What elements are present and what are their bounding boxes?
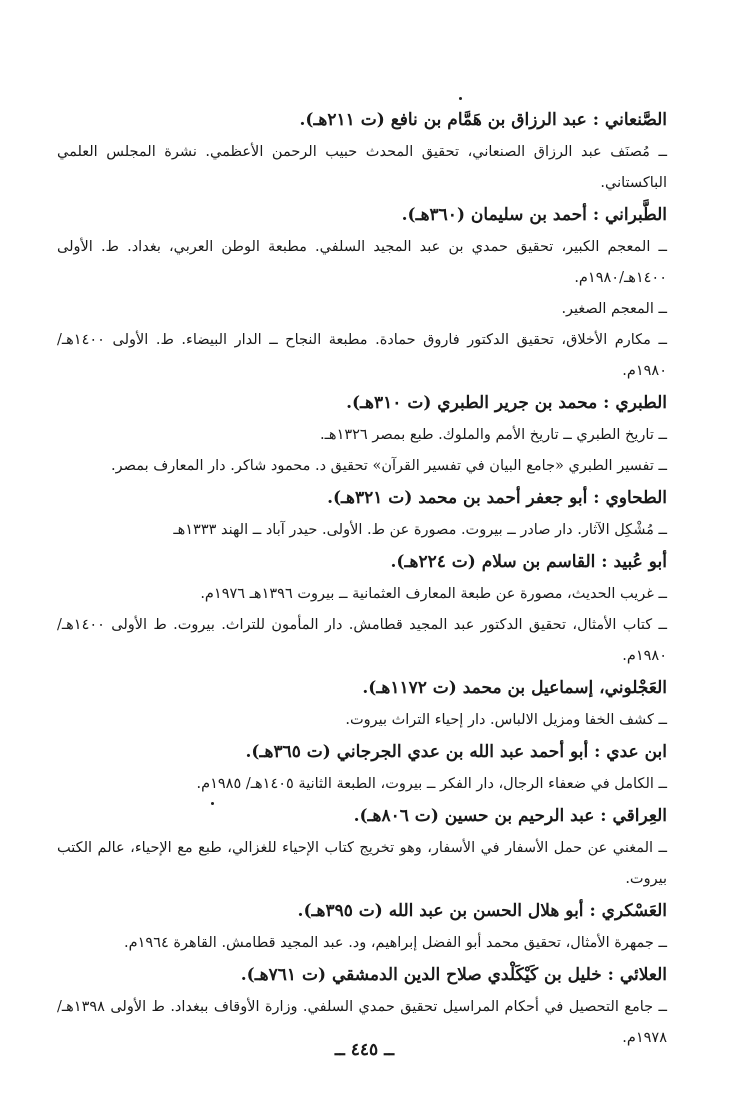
author-heading: العَسْكري : أبو هلال الحسن بن عبد الله (ت ٣٩٥هـ). [297,901,667,921]
bibliography-page [57,104,667,1054]
author-heading: الطحاوي : أبو جعفر أحمد بن محمد (ت ٣٢١هـ). [327,488,667,508]
print-speck [459,97,462,100]
bibliography-entry [57,482,667,546]
author-heading: العَجْلوني، إسماعيل بن محمد (ت ١١٧٢هـ). [362,678,667,698]
reference-line: ــ كشف الخفا ومزيل الالباس. دار إحياء التراث بيروت. [345,712,667,728]
reference-line: ــ مكارم الأخلاق، تحقيق الدكتور فاروق حمادة. مطبعة النجاح ــ الدار البيضاء. ط. الأولى ١٤٠٠هـ/ ١٩٨٠م. [57,332,667,379]
reference-line: ــ مُشْكِل الآثار. دار صادر ــ بيروت. مصورة عن ط. الأولى. حيدر آباد ــ الهند ١٣٣٣هـ [173,522,667,538]
bibliography-entry [57,546,667,672]
bibliography-entry [57,800,667,895]
author-heading: الطَّبراني : أحمد بن سليمان (٣٦٠هـ). [401,205,667,225]
reference-line: ــ جمهرة الأمثال، تحقيق محمد أبو الفضل إبراهيم، ود. عبد المجيد قطامش. القاهرة ١٩٦٤م. [124,935,667,951]
reference-line: ــ جامع التحصيل في أحكام المراسيل تحقيق حمدي السلفي. وزارة الأوقاف ببغداد. ط الأولى ١٣٩٨هـ/١٩٧٨م. [57,999,667,1046]
author-heading: الصَّنعاني : عبد الرزاق بن هَمَّام بن نافع (ت ٢١١هـ). [299,110,667,130]
reference-line: ــ المعجم الصغير. [561,301,667,317]
reference-line: ــ تاريخ الطبري ــ تاريخ الأمم والملوك. طبع بمصر ١٣٢٦هـ. [320,427,667,443]
bibliography-entry [57,199,667,387]
reference-line: ــ غريب الحديث، مصورة عن طبعة المعارف العثمانية ــ بيروت ١٣٩٦هـ ١٩٧٦م. [200,586,667,602]
reference-line: ــ تفسير الطبري «جامع البيان في تفسير القرآن» تحقيق د. محمود شاكر. دار المعارف بمصر. [111,458,667,474]
reference-line: ــ الكامل في ضعفاء الرجال، دار الفكر ــ بيروت، الطبعة الثانية ١٤٠٥هـ/ ١٩٨٥م. [196,776,667,792]
author-heading: ابن عدي : أبو أحمد عبد الله بن عدي الجرجاني (ت ٣٦٥هـ). [245,742,667,762]
reference-line: ــ المغني عن حمل الأسفار في الأسفار، وهو تخريج كتاب الإحياء للغزالي، طبع مع الإحياء، عالم الكتب بيروت. [57,840,667,887]
reference-line: ــ المعجم الكبير، تحقيق حمدي بن عبد المجيد السلفي. مطبعة الوطن العربي، بغداد. ط. الأولى ١٤٠٠هـ/١٩٨٠م. [57,239,667,286]
reference-line: ــ كتاب الأمثال، تحقيق الدكتور عبد المجيد قطامش. دار المأمون للتراث. بيروت. ط الأولى ١٤٠٠هـ/١٩٨٠م. [57,617,667,664]
bibliography-entry [57,895,667,959]
author-heading: الطبري : محمد بن جرير الطبري (ت ٣١٠هـ). [346,393,667,413]
bibliography-entry [57,104,667,199]
author-heading: العلائي : خليل بن كَيْكَلْدي صلاح الدين الدمشقي (ت ٧٦١هـ). [240,965,667,985]
reference-line: ــ مُصنَف عبد الرزاق الصنعاني، تحقيق المحدث حبيب الرحمن الأعظمي. نشرة المجلس العلمي الباكستاني. [57,144,667,191]
author-heading: أبو عُبيد : القاسم بن سلام (ت ٢٢٤هـ). [390,552,667,572]
bibliography-entry [57,672,667,736]
bibliography-entry [57,736,667,800]
page-number: ــ ٤٤٥ ــ [334,1040,395,1060]
author-heading: العِراقي : عبد الرحيم بن حسين (ت ٨٠٦هـ). [353,806,667,826]
bibliography-entry [57,387,667,482]
